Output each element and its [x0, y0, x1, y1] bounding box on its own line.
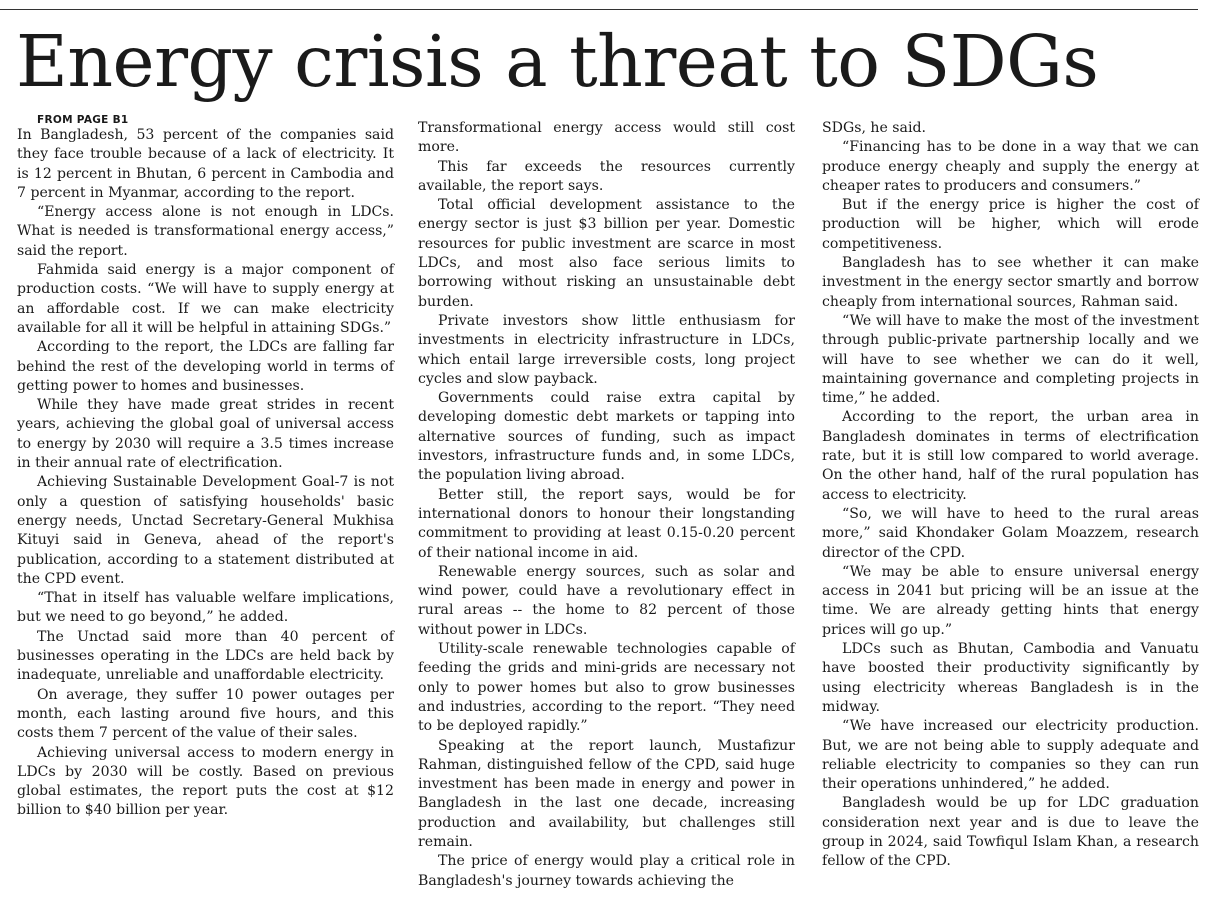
paragraph: The price of energy would play a critical role in Bangladesh's journey towards achieving the	[418, 853, 795, 889]
paragraph: This far exceeds the resources currently available, the report says.	[418, 158, 795, 194]
paragraph: While they have made great strides in recent years, achieving the global goal of universal access to energy by 2030 will require a 3.5 times increase in their annual rate of electrification.	[17, 397, 394, 472]
paragraph: According to the report, the urban area in Bangladesh dominates in terms of electrification rate, but it is still low compared to world average. On the other hand, half of the rural population has access to electricity.	[822, 409, 1199, 503]
paragraph: “Financing has to be done in a way that we can produce energy cheaply and supply the energy at cheaper rates to producers and consumers.”	[822, 139, 1199, 194]
paragraph: Speaking at the report launch, Mustafizur Rahman, distinguished fellow of the CPD, said huge investment has been made in energy and power in Bangladesh in the last one decade, increasing production and availability, but challenges still remain.	[418, 737, 795, 850]
top-rule	[0, 9, 1198, 10]
paragraph: But if the energy price is higher the cost of production will be higher, which will erode competitiveness.	[822, 197, 1199, 252]
paragraph: Governments could raise extra capital by developing domestic debt markets or tapping into alternative sources of funding, such as impact investors, infrastructure funds and, in some LDCs, the population living abroad.	[418, 390, 795, 484]
article-column-2	[418, 119, 795, 891]
paragraph: According to the report, the LDCs are falling far behind the rest of the developing world in terms of getting power to homes and businesses.	[17, 339, 394, 394]
article-column-3	[822, 119, 1199, 872]
paragraph: Fahmida said energy is a major component of production costs. “We will have to supply energy at an affordable cost. If we can make electricity available for all it will be helpful in attaining SDGs.”	[17, 262, 394, 336]
paragraph: Renewable energy sources, such as solar and wind power, could have a revolutionary effect in rural areas -- the home to 82 percent of those without power in LDCs.	[418, 563, 795, 638]
paragraph: Achieving universal access to modern energy in LDCs by 2030 will be costly. Based on previous global estimates, the report puts the cost at $12 billion to $40 billion per year.	[17, 744, 394, 819]
paragraph: In Bangladesh, 53 percent of the companies said they face trouble because of a lack of electricity. It is 12 percent in Bhutan, 6 percent in Cambodia and 7 percent in Myanmar, according to the report.	[17, 127, 394, 201]
paragraph: Utility-scale renewable technologies capable of feeding the grids and mini-grids are necessary not only to power homes but also to grow businesses and industries, according to the report. “They need to be deployed rapidly.”	[418, 641, 795, 735]
kicker: FROM PAGE B1	[37, 114, 129, 126]
paragraph: Transformational energy access would still cost more.	[418, 120, 795, 156]
paragraph: Bangladesh has to see whether it can make investment in the energy sector smartly and borrow cheaply from international sources, Rahman said.	[822, 255, 1199, 310]
paragraph: Total official development assistance to the energy sector is just $3 billion per year. Domestic resources for public investment are scarce in most LDCs, and most also face serious limits to borrowing without risking an unsustainable debt burden.	[418, 197, 795, 310]
paragraph: “We will have to make the most of the investment through public-private partnership locally and we will have to see whether we can do it well, maintaining governance and completing projects in time,” he added.	[822, 312, 1199, 407]
paragraph: Private investors show little enthusiasm for investments in electricity infrastructure in LDCs, which entail large irreversible costs, long project cycles and slow payback.	[418, 312, 795, 387]
paragraph: Bangladesh would be up for LDC graduation consideration next year and is due to leave the group in 2024, said Towfiqul Islam Khan, a research fellow of the CPD.	[822, 795, 1199, 870]
article-column-1	[17, 114, 394, 821]
headline: Energy crisis a threat to SDGs	[16, 20, 1099, 103]
paragraph: LDCs such as Bhutan, Cambodia and Vanuatu have boosted their productivity significantly by using electricity whereas Bangladesh is in the midway.	[822, 641, 1199, 715]
paragraph: SDGs, he said.	[822, 120, 926, 136]
paragraph: “We may be able to ensure universal energy access in 2041 but pricing will be an issue at the time. We are already getting hints that energy prices will go up.”	[822, 563, 1199, 638]
paragraph: On average, they suffer 10 power outages per month, each lasting around five hours, and this costs them 7 percent of the value of their sales.	[17, 686, 394, 742]
paragraph: Achieving Sustainable Development Goal-7 is not only a question of satisfying households' basic energy needs, Unctad Secretary-General Mukhisa Kituyi said in Geneva, ahead of the report's publication, according to a statement distributed at the CPD event.	[17, 474, 394, 587]
paragraph: “We have increased our electricity production. But, we are not being able to supply adequate and reliable electricity to companies so they can run their operations unhindered,” he added.	[822, 718, 1199, 793]
paragraph: “So, we will have to heed to the rural areas more,” said Khondaker Golam Moazzem, research director of the CPD.	[822, 505, 1199, 561]
paragraph: The Unctad said more than 40 percent of businesses operating in the LDCs are held back by inadequate, unreliable and unaffordable electricity.	[17, 628, 394, 684]
paragraph: “That in itself has valuable welfare implications, but we need to go beyond,” he added.	[17, 590, 394, 626]
paragraph: Better still, the report says, would be for international donors to honour their longstanding commitment to providing at least 0.15-0.20 percent of their national income in aid.	[418, 486, 795, 561]
paragraph: “Energy access alone is not enough in LDCs. What is needed is transformational energy access,” said the report.	[17, 204, 394, 259]
